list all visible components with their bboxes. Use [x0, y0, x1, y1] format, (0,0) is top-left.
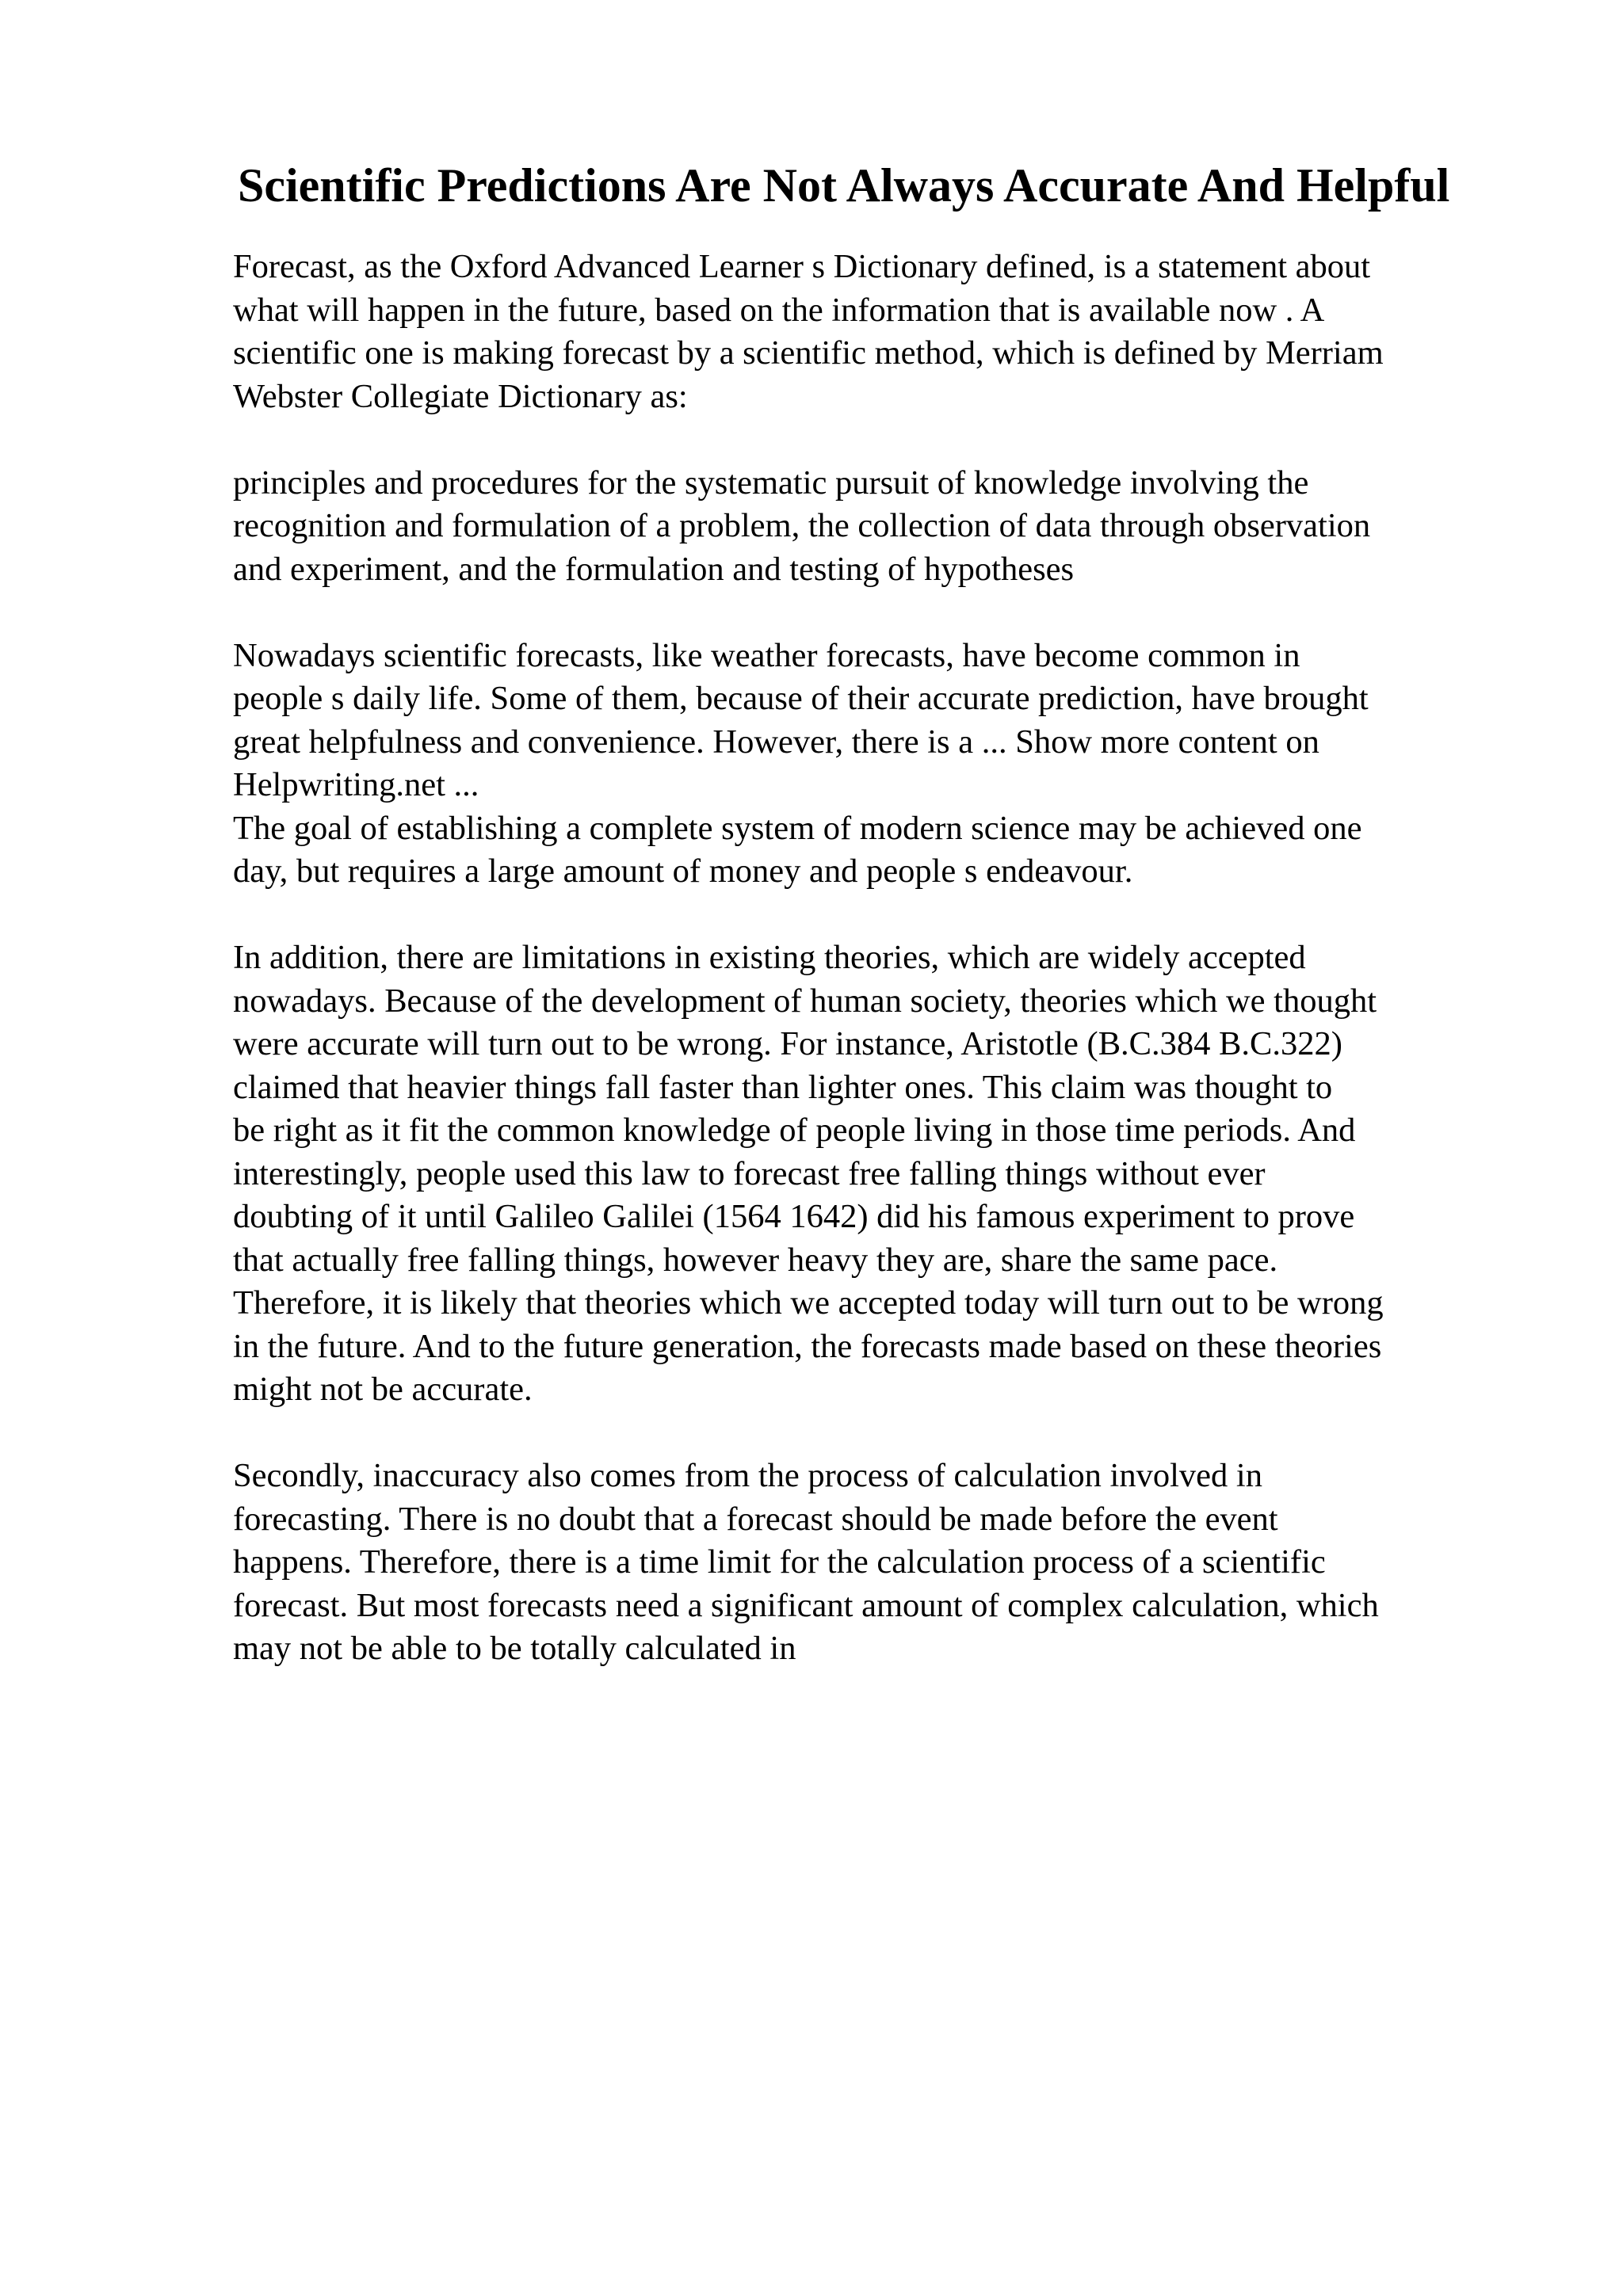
paragraph-calculation: Secondly, inaccuracy also comes from the process of calculation involved in forecasting. There is no doubt that a forecast should be made before the event happens. Therefore, there is a time limit for the calculation process of a scientific forecast. But most forecasts need a significant amount of complex calculation, which may not be able to be totally calculated in	[233, 1457, 1379, 1667]
paragraph-quote: principles and procedures for the systematic pursuit of knowledge involving the recognition and formulation of a problem, the collection of data through observation and experiment, and the formulation and testing of hypotheses	[233, 463, 1371, 588]
document-body	[233, 246, 1541, 1671]
document-title: Scientific Predictions Are Not Always Accurate And Helpful	[238, 159, 1450, 212]
paragraph-limitations: In addition, there are limitations in existing theories, which are widely accepted nowadays. Because of the development of human society, theories which we thought were accurate will turn out to be wrong. For instance, Aristotle (B.C.384 B.C.322) claimed that heavier things fall faster than lighter ones. This claim was thought to be right as it fit the common knowledge of people living in those time periods. And interestingly, people used this law to forecast free falling things without ever doubting of it until Galileo Galilei (1564 1642) did his famous experiment to prove that actually free falling things, however heavy they are, share the same pace. Therefore, it is likely that theories which we accepted today will turn out to be wrong in the future. And to the future generation, the forecasts made based on these theories might not be accurate.	[233, 939, 1384, 1408]
paragraph-definition: Forecast, as the Oxford Advanced Learner s Dictionary defined, is a statement about what will happen in the future, based on the information that is available now . A scientific one is making forecast by a scientific method, which is defined by Merriam Webster Collegiate Dictionary as:	[233, 248, 1384, 415]
paragraph-intro: Nowadays scientific forecasts, like weather forecasts, have become common in people s daily life. Some of them, because of their accurate prediction, have brought great helpfulness and convenience. However, there is a ... Show more content on Helpwriting.net ...	[233, 636, 1369, 803]
paragraph-goal: The goal of establishing a complete system of modern science may be achieved one day, but requires a large amount of money and people s endeavour.	[233, 809, 1362, 890]
